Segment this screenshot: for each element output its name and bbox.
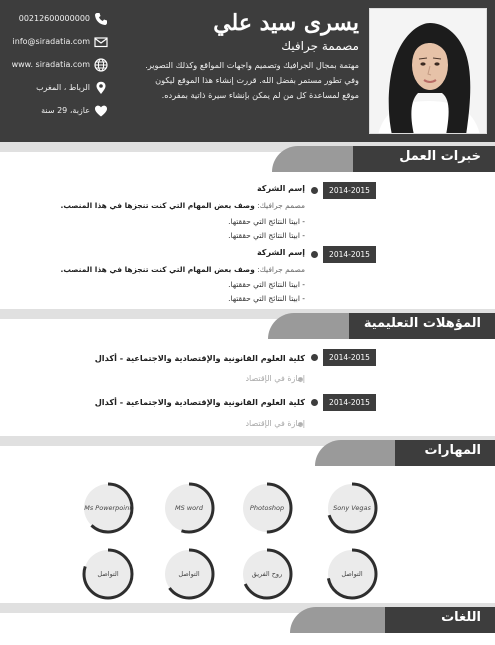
- profile-photo: [369, 8, 487, 134]
- email-text: info@siradatia.com: [12, 37, 90, 46]
- experience-banner: [353, 146, 495, 172]
- role-label: مصمم جرافيك:: [257, 201, 305, 210]
- skill-ring: [239, 480, 295, 536]
- achievement-item: - ابيتا النتائج التي حققتها.: [228, 217, 305, 226]
- experience-title: خبرات العمل: [399, 149, 481, 164]
- degree-name: إجازة في الإقتصاد: [245, 419, 305, 428]
- skill-ring: [80, 546, 136, 602]
- contact-email: [10, 35, 110, 58]
- skill-label: التواصل: [341, 570, 363, 578]
- location-text: الرباط ، المغرب: [36, 83, 90, 92]
- globe-icon: [94, 58, 108, 72]
- role-description: [61, 265, 306, 274]
- website-text: www. siradatia.com: [11, 60, 90, 69]
- banner-accent: [290, 607, 390, 633]
- institution-name: كلية العلوم القانونية والإقتصادية والاجتماعية - أكدال: [94, 353, 305, 363]
- skill-label: Sony Vegas: [333, 504, 371, 512]
- phone-text: 00212600000000: [18, 14, 90, 23]
- skill-ring: [324, 546, 380, 602]
- education-title: المؤهلات التعليمية: [363, 316, 481, 331]
- contact-website: [10, 58, 110, 81]
- timeline-dot: [311, 187, 318, 194]
- role-text: وصف بعض المهام التي كنت تنجزها في هذا المنصب.: [60, 201, 255, 210]
- skill-label: MS word: [175, 504, 203, 512]
- location-icon: [94, 81, 108, 95]
- status-text: عازبة، 29 سنة: [41, 106, 90, 115]
- experience-date: 2014-2015: [323, 182, 376, 199]
- skill-label: Ms Powerpoint: [84, 504, 132, 512]
- company-name: إسم الشركة: [256, 184, 305, 193]
- page-footer-space: [0, 633, 495, 645]
- job-title: مصممة جرافيك: [281, 39, 359, 53]
- role-label: مصمم جرافيك:: [257, 265, 305, 274]
- skill-ring: [80, 480, 136, 536]
- skill-label: التواصل: [97, 570, 119, 578]
- institution-name: كلية العلوم القانونية والإقتصادية والاجتماعية - أكدال: [94, 397, 305, 407]
- skill-ring: [161, 480, 217, 536]
- contact-list: [10, 12, 110, 127]
- full-name: يسرى سيد علي: [213, 10, 359, 36]
- contact-status: [10, 104, 110, 127]
- skills-title: المهارات: [424, 443, 481, 458]
- languages-banner: [385, 607, 495, 633]
- email-icon: [94, 35, 108, 49]
- skills-banner: [395, 440, 495, 466]
- education-banner: [349, 313, 495, 339]
- skill-ring: [324, 480, 380, 536]
- skill-ring: [161, 546, 217, 602]
- banner-accent: [315, 440, 395, 466]
- header: [0, 0, 495, 142]
- achievement-item: - ابيتا النتائج التي حققتها.: [228, 280, 305, 289]
- contact-phone: [10, 12, 110, 35]
- skill-label: التواصل: [178, 570, 200, 578]
- company-name: إسم الشركة: [256, 248, 305, 257]
- education-date: 2014-2015: [323, 349, 376, 366]
- role-text: وصف بعض المهام التي كنت تنجزها في هذا المنصب.: [60, 265, 255, 274]
- languages-title: اللغات: [441, 610, 481, 625]
- timeline-dot: [311, 399, 318, 406]
- skill-ring: [239, 546, 295, 602]
- phone-icon: [94, 12, 108, 26]
- role-description: [61, 201, 306, 210]
- contact-location: [10, 81, 110, 104]
- education-date: 2014-2015: [323, 394, 376, 411]
- achievement-item: - ابيتا النتائج التي حققتها.: [228, 231, 305, 240]
- timeline-dot: [311, 354, 318, 361]
- experience-date: 2014-2015: [323, 246, 376, 263]
- timeline-dot: [311, 251, 318, 258]
- achievement-item: - ابيتا النتائج التي حققتها.: [228, 294, 305, 303]
- skill-label: Photoshop: [249, 504, 285, 512]
- heart-icon: [94, 104, 108, 118]
- about-text: مهتمة بمجال الجرافيك وتصميم واجهات المواقع وكذلك التصوير. وفي تطور مستمر بفضل الله. قررت إنشاء هذا الموقع ليكون موقع لمساعدة كل من لم يمكن بإنشاء سيرة ذاتية بمفرده.: [145, 60, 359, 100]
- degree-name: إجازة في الإقتصاد: [245, 374, 305, 383]
- skill-label: روح الفريق: [251, 570, 283, 578]
